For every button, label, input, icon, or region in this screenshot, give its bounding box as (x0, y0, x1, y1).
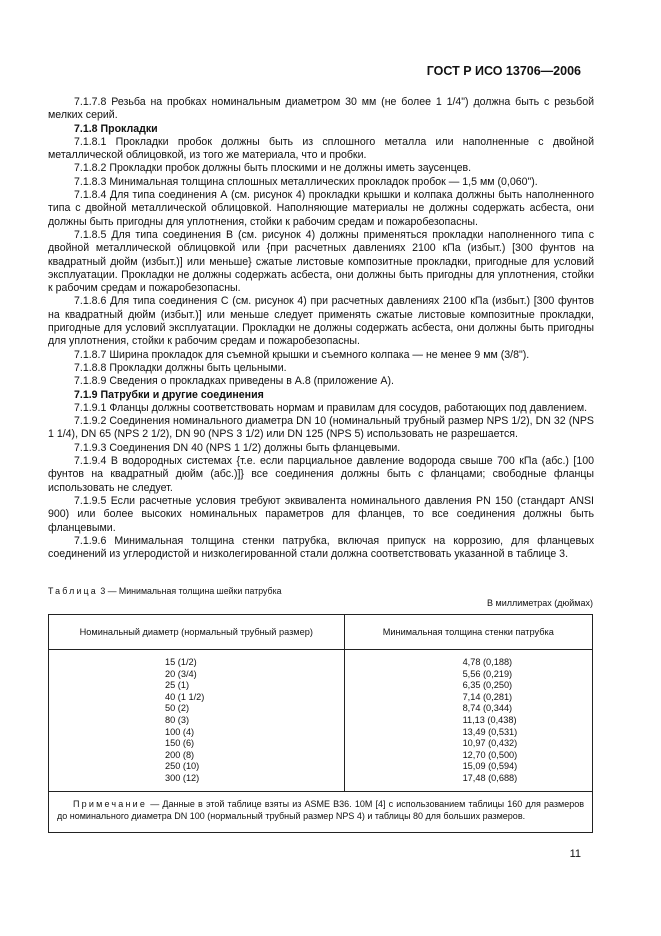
paragraph: 7.1.9.6 Минимальная толщина стенки патрубка, включая припуск на коррозию, для фланцевых соединений из углеродистой и низколегированной стали должна соответствовать указанной в таблице 3. (48, 534, 594, 561)
table-cell: 10,97 (0,432) (462, 738, 518, 749)
table-units: В миллиметрах (дюймах) (487, 598, 593, 608)
thickness-column (344, 650, 592, 792)
table-cell: 5,56 (0,219) (462, 668, 513, 679)
table-title-text: 3 — Минимальная толщина шейки патрубка (100, 586, 282, 596)
table-cell: 15,09 (0,594) (462, 761, 518, 772)
paragraph: 7.1.8.9 Сведения о прокладках приведены в А.8 (приложение А). (74, 375, 394, 388)
table-cell: 50 (2) (165, 703, 190, 714)
paragraph: 7.1.8.6 Для типа соединения С (см. рисунок 4) при расчетных давлениях 2100 кПа (избыт.) [300 фунтов на квадратный дюйм (избыт.)] или меньше следует применять сжатые листовые композитные прокладки, пригодные для условий эксплуатации. Прокладки не должны содержать асбеста, они должны быть пригодны для уплотнения, стойки к рабочим средам и пожаробезопасны. (48, 295, 594, 348)
table-cell: 300 (12) (165, 772, 200, 783)
paragraph: 7.1.9.1 Фланцы должны соответствовать нормам и правилам для сосудов, работающих под давлением. (74, 401, 588, 414)
paragraph: 7.1.8.7 Ширина прокладок для съемной крышки и съемного колпака — не менее 9 мм (3/8"). (74, 348, 530, 361)
paragraph: 7.1.9.5 Если расчетные условия требуют эквивалента номинального давления PN 150 (стандарт ANSI 900) или более высоких номинальных параметров для фланцев, то все соединения должны быть фланцевыми. (48, 494, 594, 534)
table-title (48, 586, 282, 596)
paragraph: 7.1.8.4 Для типа соединения А (см. рисунок 4) прокладки крышки и колпака должны быть наполненного типа с двойной металлической облицовкой. Наполняющие материалы не должны содержать асбеста, они должны быть пригодны для уплотнения, стойки к рабочим средам и пожаробезопасны. (48, 189, 594, 228)
table-cell: 4,78 (0,188) (462, 657, 513, 667)
table-header-thickness: Минимальная толщина стенки патрубка (344, 615, 592, 650)
document-header: ГОСТ Р ИСО 13706—2006 (426, 64, 581, 78)
table-cell: 13,49 (0,531) (462, 726, 518, 737)
table-cell: 7,14 (0,281) (462, 691, 513, 702)
paragraph: 7.1.7.8 Резьба на пробках номинальным диаметром 30 мм (не более 1 1/4") должна быть с резьбой мелких серий. (48, 96, 594, 122)
paragraph: 7.1.8.2 Прокладки пробок должны быть плоскими и не должны иметь заусенцев. (74, 162, 472, 175)
paragraph: 7.1.8.5 Для типа соединения В (см. рисунок 4) должны применяться прокладки наполненного типа с двойной металлической облицовкой или {при расчетных давлениях 2100 кПа (избыт.) [300 фунтов на квадратный дюйм (избыт.)] или меньше} сжатые листовые композитные прокладки, пригодные для условий эксплуатации. Прокладки не должны содержать асбеста, они должны быть пригодны для уплотнения, стойки к рабочим средам и пожаробезопасны. (48, 228, 594, 295)
table-cell: 8,74 (0,344) (462, 703, 513, 714)
section-heading: 7.1.8 Прокладки (74, 122, 158, 135)
table-title-label: Таблица (48, 586, 98, 596)
section-heading: 7.1.9 Патрубки и другие соединения (74, 388, 264, 401)
paragraph: 7.1.9.3 Соединения DN 40 (NPS 1 1/2) должны быть фланцевыми. (74, 441, 401, 454)
nozzle-thickness-table (48, 614, 593, 833)
paragraph: 7.1.8.1 Прокладки пробок должны быть из сплошного металла или наполненные с двойной металлической облицовкой, из того же материала, что и пробки. (48, 135, 594, 162)
note-label: Примечание (73, 798, 148, 809)
paragraph: 7.1.9.2 Соединения номинального диаметра DN 10 (номинальный трубный размер NPS 1/2), DN 32 (NPS 1 1/4), DN 65 (NPS 2 1/2), DN 90 (NPS 3 1/2) или DN 125 (NPS 5) использовать не разрешается. (48, 415, 594, 441)
table-cell: 11,13 (0,438) (462, 714, 517, 725)
table-cell: 100 (4) (165, 726, 195, 737)
table-cell: 40 (1 1/2) (165, 691, 205, 702)
paragraph: 7.1.8.3 Минимальная толщина сплошных металлических прокладок пробок — 1,5 мм (0,060"). (74, 175, 538, 188)
table-cell: 15 (1/2) (165, 657, 197, 667)
note-text: — Данные в этой таблице взяты из ASME B36. 10M [4] с использованием таблицы 160 для размеров до номинального диаметра DN 100 (нормальный трубный размер NPS 4) и таблицы 80 для больших размеров. (57, 798, 584, 821)
table-cell: 12,70 (0,500) (462, 749, 518, 760)
table-cell: 200 (8) (165, 749, 195, 760)
table-cell: 250 (10) (165, 761, 200, 772)
table-cell: 25 (1) (165, 680, 190, 691)
table-cell: 17,48 (0,688) (462, 772, 518, 783)
page-number: 11 (569, 848, 581, 860)
document-body (48, 96, 594, 561)
table-note (49, 791, 593, 833)
table-cell: 20 (3/4) (165, 668, 197, 679)
paragraph: 7.1.9.4 В водородных системах {т.е. если парциальное давление водорода свыше 700 кПа (абс.) [100 фунтов на квадратный дюйм (абс.)]} все соединения должны быть с фланцами; свободные фланцы использовать не следует. (48, 455, 594, 494)
diameter-column (49, 650, 345, 792)
table-header-diameter: Номинальный диаметр (нормальный трубный размер) (49, 615, 345, 650)
table-cell: 6,35 (0,250) (462, 680, 513, 691)
table-cell: 150 (6) (165, 738, 195, 749)
paragraph: 7.1.8.8 Прокладки должны быть цельными. (74, 361, 287, 374)
table-cell: 80 (3) (165, 714, 190, 725)
